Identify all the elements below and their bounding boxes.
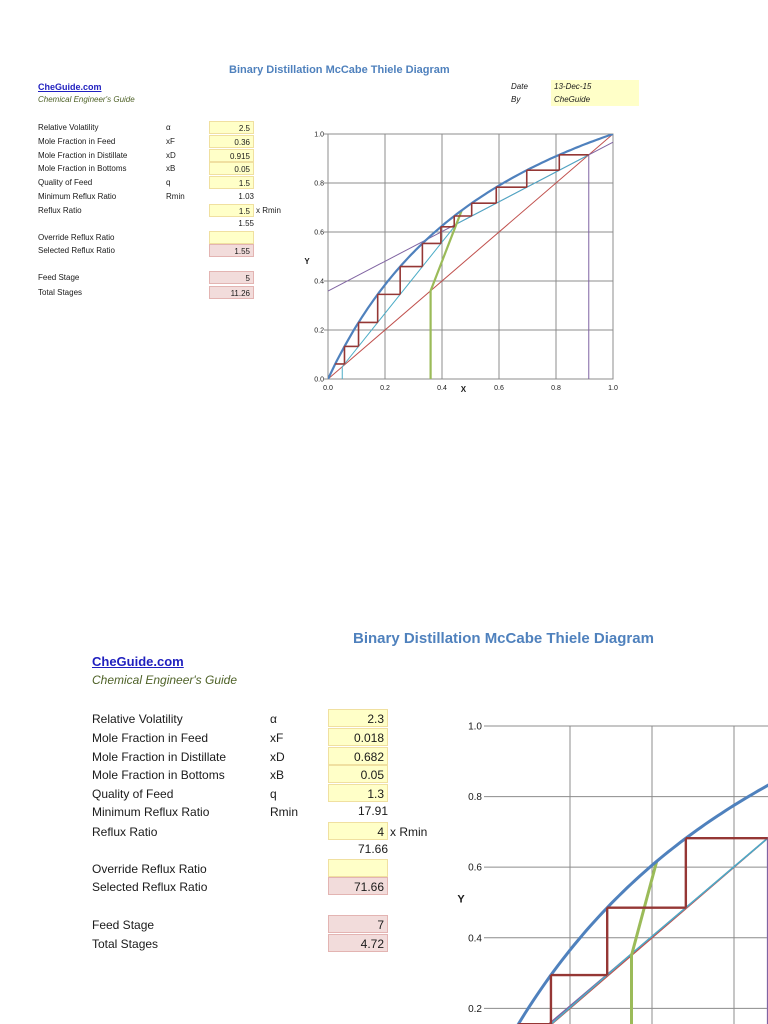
param-label-quality-of-feed: Quality of Feed [92,787,174,801]
operating-line [457,155,589,224]
x-tick-label: 0.2 [380,385,390,392]
param-input-cell[interactable] [328,728,388,746]
param-label-mole-fraction-in-feed: Mole Fraction in Feed [92,731,209,745]
param-symbol: xF [166,137,175,146]
x-axis-label: X [460,385,467,394]
param-label-selected-reflux-ratio: Selected Reflux Ratio [92,880,208,894]
param-value-cell [209,190,257,203]
param-label-minimum-reflux-ratio: Minimum Reflux Ratio [38,192,117,201]
param-input-cell[interactable] [209,231,254,244]
param-label-feed-stage: Feed Stage [38,273,80,282]
y-tick-label: 1.0 [314,131,324,139]
param-result-cell [209,244,254,257]
param-label-mole-fraction-in-feed: Mole Fraction in Feed [38,137,116,146]
param-label-total-stages: Total Stages [38,288,83,297]
by-value: CheGuide [554,95,591,104]
x-tick-label: 0.8 [551,385,561,392]
y-tick-label: 0.8 [314,180,324,188]
x-tick-label: 0.6 [494,385,504,392]
mccabe-thiele-chart [300,120,630,405]
y-tick-label: 0.6 [314,229,324,237]
param-label-total-stages: Total Stages [92,937,159,951]
param-symbol: Rmin [270,805,299,819]
param-input-cell[interactable] [209,204,254,217]
param-symbol: xF [270,731,284,745]
param-value: 17.91 [357,804,388,818]
param-value: 0.915 [229,152,250,161]
date-value: 13-Dec-15 [554,82,592,91]
date-label: Date [511,82,528,91]
y-tick-label: 0.6 [468,862,482,874]
param-label-selected-reflux-ratio: Selected Reflux Ratio [38,246,115,255]
param-input-cell[interactable] [328,709,388,727]
param-symbol: Rmin [166,192,185,201]
param-input-cell[interactable] [209,135,254,148]
param-value-cell [209,217,257,230]
param-input-cell[interactable] [209,162,254,175]
param-label-feed-stage: Feed Stage [92,918,155,932]
param-suffix: x Rmin [390,825,428,839]
param-input-cell[interactable] [209,121,254,134]
y-tick-label: 0.4 [468,933,482,945]
by-label: By [511,95,521,104]
site-link[interactable]: CheGuide.com [92,654,184,669]
param-value: 5 [245,274,250,283]
param-label-mole-fraction-in-bottoms: Mole Fraction in Bottoms [38,164,127,173]
param-symbol: xD [166,151,176,160]
param-symbol: xD [270,750,285,764]
param-symbol: α [270,712,277,726]
x-tick-label: 0.0 [323,385,333,392]
y-tick-label: 0.2 [314,327,324,335]
param-label-minimum-reflux-ratio: Minimum Reflux Ratio [92,805,210,819]
param-label-relative-volatility: Relative Volatility [38,123,99,132]
param-value: 0.36 [234,138,250,147]
param-value: 71.66 [353,880,384,894]
param-result-cell [209,286,254,299]
param-result-cell [209,271,254,284]
param-value: 4 [377,825,384,839]
stripping-line [342,224,456,367]
site-link[interactable]: CheGuide.com [38,82,102,92]
param-value: 11.26 [230,289,250,298]
plot-series [488,726,768,1024]
param-value: 1.3 [367,787,384,801]
y-tick-label: 0.4 [314,278,324,286]
param-result-cell [328,915,388,933]
param-value-cell [328,840,391,858]
param-input-cell[interactable] [328,784,388,802]
param-value: 1.5 [238,207,250,216]
param-result-cell [328,877,388,895]
param-label-mole-fraction-in-bottoms: Mole Fraction in Bottoms [92,768,225,782]
param-label-quality-of-feed: Quality of Feed [38,178,93,187]
param-input-cell[interactable] [328,747,388,765]
x-tick-label: 1.0 [608,385,618,392]
param-result-cell [328,934,388,952]
param-symbol: q [270,787,277,801]
param-value: 0.018 [353,731,384,745]
param-input-cell[interactable] [328,765,388,783]
param-label-override-reflux-ratio: Override Reflux Ratio [92,862,207,876]
page-title: Binary Distillation McCabe Thiele Diagram [229,64,450,76]
param-value: 2.5 [238,124,250,133]
param-value: 7 [377,918,384,932]
param-symbol: q [166,178,171,187]
y-tick-label: 1.0 [468,721,482,733]
y-axis-label: Y [304,256,310,266]
param-value: 4.72 [360,937,384,951]
diagonal-line [328,134,613,379]
param-input-cell[interactable] [209,176,254,189]
y-tick-label: 0.8 [468,792,482,804]
diagonal-line [488,726,768,1024]
param-label-reflux-ratio: Reflux Ratio [38,206,82,215]
page-title: Binary Distillation McCabe Thiele Diagram [353,630,654,647]
x-tick-label: 0.4 [437,385,447,392]
plot-series [328,134,613,379]
rectifying-line [488,728,768,1024]
param-value: 0.05 [360,768,384,782]
param-value: 1.5 [238,179,250,188]
param-label-reflux-ratio: Reflux Ratio [92,825,158,839]
param-value: 0.05 [234,165,250,174]
y-tick-label: 0.0 [314,376,324,384]
param-value: 71.66 [357,842,388,856]
param-label-mole-fraction-in-distillate: Mole Fraction in Distillate [38,151,128,160]
param-label-relative-volatility: Relative Volatility [92,712,183,726]
param-input-cell[interactable] [328,859,388,877]
site-subtitle: Chemical Engineer's Guide [92,673,238,687]
param-input-cell[interactable] [328,822,388,840]
param-input-cell[interactable] [209,149,254,162]
param-value-cell [328,802,391,820]
mccabe-thiele-chart [450,712,768,1024]
param-symbol: α [166,123,171,132]
param-value: 1.55 [234,247,250,256]
param-value: 2.3 [367,712,384,726]
param-suffix: x Rmin [256,206,281,215]
param-label-mole-fraction-in-distillate: Mole Fraction in Distillate [92,750,227,764]
y-tick-label: 0.2 [468,1003,482,1015]
param-label-override-reflux-ratio: Override Reflux Ratio [38,233,115,242]
site-subtitle: Chemical Engineer's Guide [38,95,135,104]
param-value: 1.03 [238,192,254,201]
param-symbol: xB [166,164,176,173]
y-axis-label: Y [457,893,465,906]
param-value: 0.682 [353,750,384,764]
param-value: 1.55 [238,219,254,228]
param-symbol: xB [270,768,285,782]
